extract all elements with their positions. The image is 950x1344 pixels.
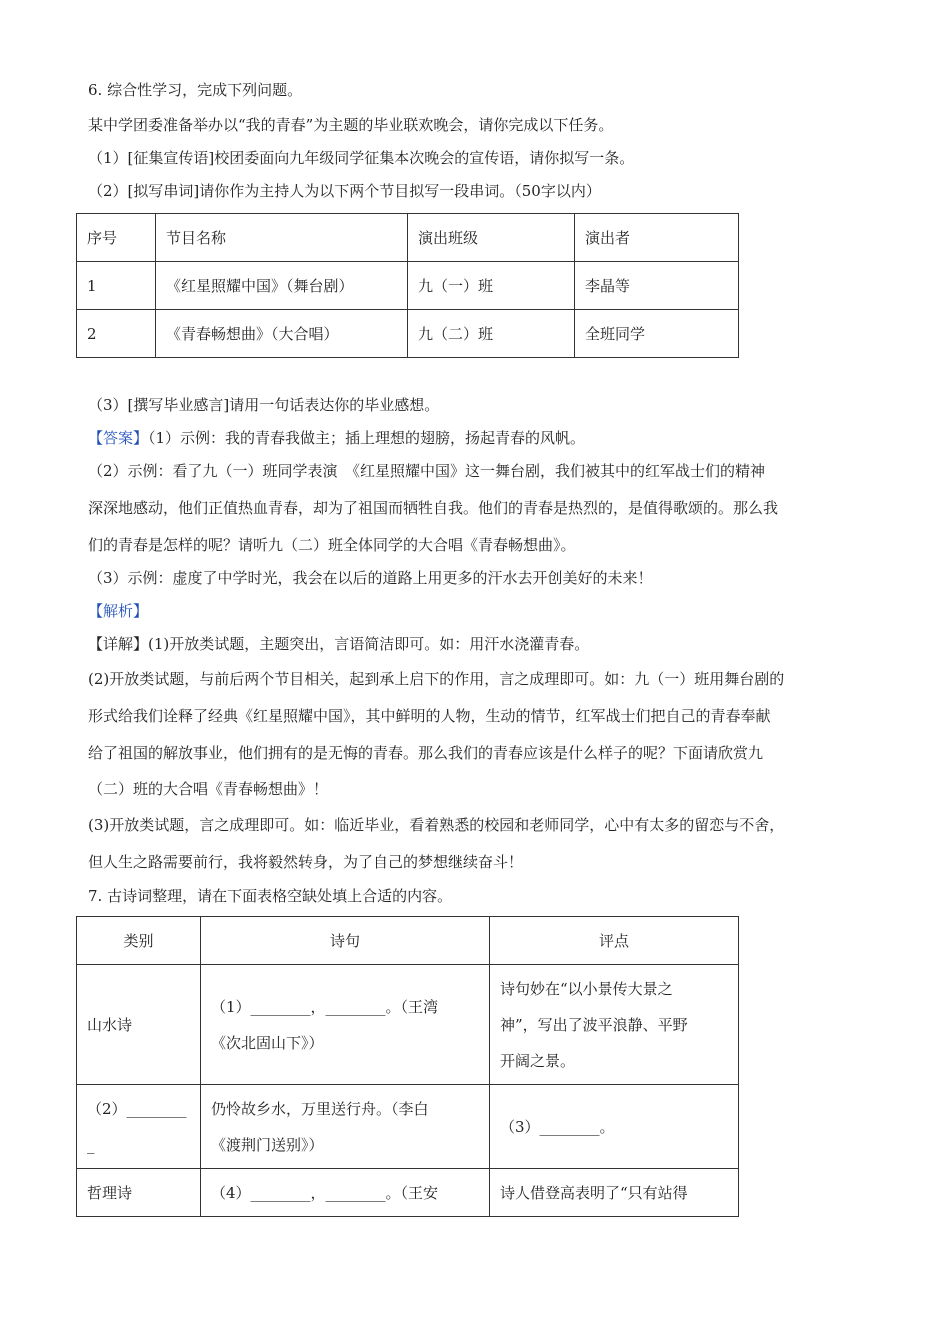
- table-row: [77, 1169, 739, 1217]
- table-cell: [490, 965, 739, 1085]
- poem-line: 仍怜故乡水，万里送行舟。（李白: [211, 1099, 429, 1118]
- q6-task2: （2）[拟写串词]请你作为主持人为以下两个节目拟写一段串词。（50字以内）: [88, 182, 601, 200]
- table-cell: 2: [77, 310, 156, 358]
- answer-1: （1）示例：我的青春我做主；插上理想的翅膀，扬起青春的风帆。: [148, 429, 586, 447]
- table-header-cell: 评点: [490, 917, 739, 965]
- table-cell: 山水诗: [77, 965, 201, 1085]
- table-cell: [201, 965, 490, 1085]
- table-cell: 九（二）班: [408, 310, 575, 358]
- detail-2-line-1: (2)开放类试题，与前后两个节目相关，起到承上启下的作用，言之成理即可。如：九（一）班用舞台剧的: [88, 670, 785, 688]
- poem-line: 《次北固山下》）: [211, 1033, 324, 1052]
- table-cell: 《青春畅想曲》（大合唱）: [156, 310, 408, 358]
- answer-2-line-1: （2）示例：看了九（一）班同学表演 《红星照耀中国》这一舞台剧，我们被其中的红军战士们的精神: [88, 462, 766, 480]
- table-cell: 诗人借登高表明了“只有站得: [490, 1169, 739, 1217]
- table-row: [77, 262, 739, 310]
- table-cell: 1: [77, 262, 156, 310]
- answer-3: （3）示例：虚度了中学时光，我会在以后的道路上用更多的汗水去开创美好的未来！: [88, 569, 653, 587]
- table-header-cell: 类别: [77, 917, 201, 965]
- poem-line: 《渡荆门送别》）: [211, 1135, 324, 1154]
- table-row: [77, 1085, 739, 1169]
- table-header-cell: 演出班级: [408, 214, 575, 262]
- table-header-row: [77, 214, 739, 262]
- table-header-cell: 演出者: [575, 214, 739, 262]
- table-cell: 哲理诗: [77, 1169, 201, 1217]
- table-cell: 九（一）班: [408, 262, 575, 310]
- comment-line: 神”，写出了波平浪静、平野: [500, 1015, 688, 1034]
- analysis-tag: 【解析】: [88, 602, 149, 620]
- q6-intro: 某中学团委准备举办以“我的青春”为主题的毕业联欢晚会，请你完成以下任务。: [88, 116, 614, 134]
- table-cell: 李晶等: [575, 262, 739, 310]
- poem-line: （1）________，________。（王湾: [211, 997, 439, 1016]
- q6-task3: （3）[撰写毕业感言]请用一句话表达你的毕业感想。: [88, 396, 440, 414]
- table-cell: 全班同学: [575, 310, 739, 358]
- detail-2-line-3: 给了祖国的解放事业，他们拥有的是无悔的青春。那么我们的青春应该是什么样子的呢？下面请欣赏九: [88, 744, 764, 762]
- table-cell: （3）________。: [490, 1085, 739, 1169]
- q6-title: 6. 综合性学习，完成下列问题。: [88, 81, 303, 99]
- table-header-cell: 节目名称: [156, 214, 408, 262]
- answer-2-line-3: 们的青春是怎样的呢？请听九（二）班全体同学的大合唱《青春畅想曲》。: [88, 536, 576, 554]
- table-header-cell: 序号: [77, 214, 156, 262]
- category-line: （2）________: [87, 1099, 187, 1118]
- detail-2-line-4: （二）班的大合唱《青春畅想曲》！: [88, 780, 329, 798]
- q7-title: 7. 古诗词整理，请在下面表格空缺处填上合适的内容。: [88, 887, 453, 905]
- category-line: _: [87, 1135, 95, 1154]
- table-cell: 《红星照耀中国》（舞台剧）: [156, 262, 408, 310]
- table-header-row: [77, 917, 739, 965]
- table-cell: [201, 1085, 490, 1169]
- table-row: [77, 310, 739, 358]
- poetry-table: [76, 916, 739, 1217]
- detail-3-line-2: 但人生之路需要前行，我将毅然转身，为了自己的梦想继续奋斗！: [88, 853, 524, 871]
- q6-task1: （1）[征集宣传语]校团委面向九年级同学征集本次晚会的宣传语，请你拟写一条。: [88, 149, 635, 167]
- table-cell: [77, 1085, 201, 1169]
- detail-3-line-1: (3)开放类试题，言之成理即可。如：临近毕业，看着熟悉的校园和老师同学，心中有太多的留恋与不舍，: [88, 816, 785, 834]
- comment-line: 开阔之景。: [500, 1051, 576, 1070]
- comment-line: 诗句妙在“以小景传大景之: [500, 979, 673, 998]
- table-cell: （4）________，________。（王安: [201, 1169, 490, 1217]
- detail-2-line-2: 形式给我们诠释了经典《红星照耀中国》，其中鲜明的人物，生动的情节，红军战士们把自己的青春奉献: [88, 707, 771, 725]
- answer-tag: 【答案】: [88, 429, 149, 447]
- table-header-cell: 诗句: [201, 917, 490, 965]
- answer-line-1: [88, 428, 585, 448]
- table-row: [77, 965, 739, 1085]
- answer-2-line-2: 深深地感动，他们正值热血青春，却为了祖国而牺牲自我。他们的青春是热烈的，是值得歌颂的。那么我: [88, 499, 779, 517]
- program-table: [76, 213, 739, 358]
- detail-1: 【详解】(1)开放类试题，主题突出，言语简洁即可。如：用汗水浇灌青春。: [88, 635, 590, 653]
